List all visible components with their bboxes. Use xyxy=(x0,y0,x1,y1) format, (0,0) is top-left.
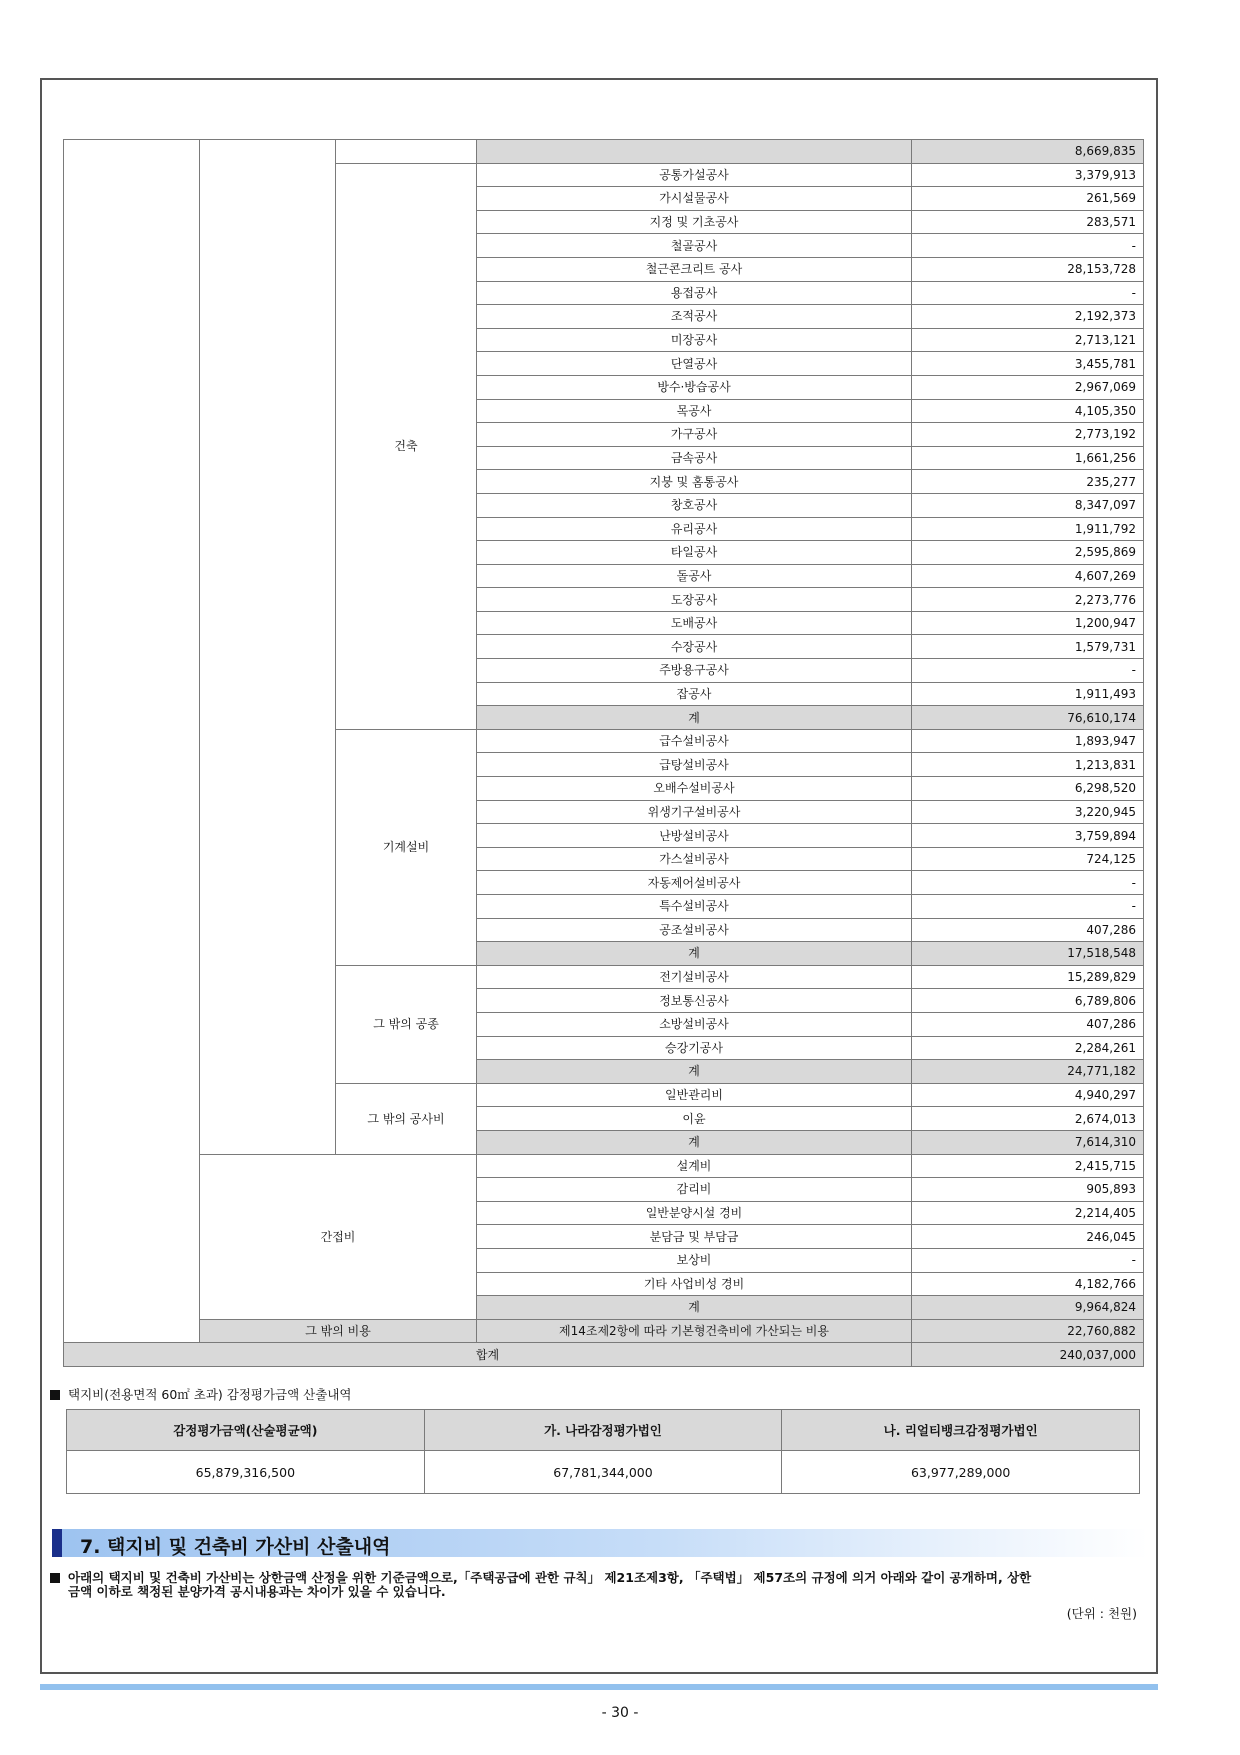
item-label: 단열공사 xyxy=(477,352,912,376)
item-value: 3,759,894 xyxy=(912,824,1144,848)
item-value: 6,298,520 xyxy=(912,777,1144,801)
item-value: 2,967,069 xyxy=(912,375,1144,399)
item-value: 15,289,829 xyxy=(912,965,1144,989)
item-label: 수장공사 xyxy=(477,635,912,659)
item-value: - xyxy=(912,659,1144,683)
item-label: 위생기구설비공사 xyxy=(477,800,912,824)
blank-cell xyxy=(336,140,477,164)
item-value: 1,661,256 xyxy=(912,446,1144,470)
item-label: 승강기공사 xyxy=(477,1036,912,1060)
item-value: 1,911,493 xyxy=(912,682,1144,706)
item-label: 도장공사 xyxy=(477,588,912,612)
section-paragraph xyxy=(50,1571,1150,1599)
item-label: 감리비 xyxy=(477,1178,912,1202)
group-label-other_trade: 그 밖의 공종 xyxy=(336,965,477,1083)
subtotal-value: 9,964,824 xyxy=(912,1296,1144,1320)
item-label: 보상비 xyxy=(477,1248,912,1272)
total-label: 합계 xyxy=(64,1343,912,1367)
group-label-mech: 기계설비 xyxy=(336,729,477,965)
item-label: 가시설물공사 xyxy=(477,187,912,211)
item-label: 주방용구공사 xyxy=(477,659,912,683)
bottom-rule xyxy=(40,1684,1158,1690)
item-label: 지붕 및 홈통공사 xyxy=(477,470,912,494)
item-value: 2,192,373 xyxy=(912,305,1144,329)
item-value: 283,571 xyxy=(912,210,1144,234)
appraisal-value-nara: 67,781,344,000 xyxy=(424,1451,782,1494)
table-row xyxy=(64,1154,1144,1178)
item-value: - xyxy=(912,1248,1144,1272)
bullet-square-icon xyxy=(50,1573,60,1583)
item-label: 정보통신공사 xyxy=(477,989,912,1013)
subtotal-value: 24,771,182 xyxy=(912,1060,1144,1084)
item-label: 목공사 xyxy=(477,399,912,423)
item-label: 기타 사업비성 경비 xyxy=(477,1272,912,1296)
item-value: - xyxy=(912,871,1144,895)
appraisal-value-realtybank: 63,977,289,000 xyxy=(782,1451,1140,1494)
item-value: - xyxy=(912,281,1144,305)
item-value: 407,286 xyxy=(912,1012,1144,1036)
appraisal-caption xyxy=(50,1385,351,1403)
table-row xyxy=(64,1343,1144,1367)
subtotal-value: 76,610,174 xyxy=(912,706,1144,730)
item-value: 2,674,013 xyxy=(912,1107,1144,1131)
item-label: 금속공사 xyxy=(477,446,912,470)
item-value: 246,045 xyxy=(912,1225,1144,1249)
item-value: 1,579,731 xyxy=(912,635,1144,659)
item-label: 용접공사 xyxy=(477,281,912,305)
item-value: 905,893 xyxy=(912,1178,1144,1202)
item-label: 방수·방습공사 xyxy=(477,375,912,399)
cost-breakdown-table xyxy=(63,139,1144,1367)
item-label: 공조설비공사 xyxy=(477,918,912,942)
item-label: 급수설비공사 xyxy=(477,729,912,753)
section-title: 7. 택지비 및 건축비 가산비 산출내역 xyxy=(80,1536,391,1558)
item-label: 돌공사 xyxy=(477,564,912,588)
item-label: 조적공사 xyxy=(477,305,912,329)
item-value: 3,379,913 xyxy=(912,163,1144,187)
item-label: 철골공사 xyxy=(477,234,912,258)
item-label: 창호공사 xyxy=(477,493,912,517)
section-heading-bar xyxy=(52,1529,62,1557)
item-value: 2,214,405 xyxy=(912,1201,1144,1225)
item-value: 2,595,869 xyxy=(912,541,1144,565)
item-value: 1,893,947 xyxy=(912,729,1144,753)
item-value: 724,125 xyxy=(912,847,1144,871)
paragraph-line-2: 금액 이하로 책정된 분양가격 공시내용과는 차이가 있을 수 있습니다. xyxy=(68,1584,446,1599)
group-label-indirect: 간접비 xyxy=(200,1154,477,1319)
item-value: 28,153,728 xyxy=(912,257,1144,281)
misc-label: 제14조제2항에 따라 기본형건축비에 가산되는 비용 xyxy=(477,1319,912,1343)
misc-group-label: 그 밖의 비용 xyxy=(200,1319,477,1343)
subtotal-label: 계 xyxy=(477,942,912,966)
item-value: 1,911,792 xyxy=(912,517,1144,541)
item-label: 오배수설비공사 xyxy=(477,777,912,801)
item-value: 3,220,945 xyxy=(912,800,1144,824)
item-value: 1,213,831 xyxy=(912,753,1144,777)
group-label-other_cost: 그 밖의 공사비 xyxy=(336,1083,477,1154)
item-value: - xyxy=(912,895,1144,919)
group-label-arch: 건축 xyxy=(336,163,477,729)
appraisal-table xyxy=(66,1409,1140,1494)
table-row xyxy=(64,1319,1144,1343)
item-label: 가스설비공사 xyxy=(477,847,912,871)
item-value: 1,200,947 xyxy=(912,611,1144,635)
item-value: 4,105,350 xyxy=(912,399,1144,423)
appraisal-header-realtybank: 나. 리얼티뱅크감정평가법인 xyxy=(782,1410,1140,1451)
category-cell xyxy=(64,140,200,1343)
subtotal-value: 7,614,310 xyxy=(912,1130,1144,1154)
item-label: 철근콘크리트 공사 xyxy=(477,257,912,281)
appraisal-header-nara: 가. 나라감정평가법인 xyxy=(424,1410,782,1451)
item-label: 설계비 xyxy=(477,1154,912,1178)
amount-cell: 8,669,835 xyxy=(912,140,1144,164)
item-value: 235,277 xyxy=(912,470,1144,494)
paragraph-line-1: 아래의 택지비 및 건축비 가산비는 상한금액 산정을 위한 기준금액으로,「주택공급에 관한 규칙」 제21조제3항, 「주택법」 제57조의 규정에 의거 아래와 같이 공개하며, 상한 xyxy=(68,1570,1032,1585)
item-value: 407,286 xyxy=(912,918,1144,942)
item-label: 분담금 및 부담금 xyxy=(477,1225,912,1249)
item-label: 난방설비공사 xyxy=(477,824,912,848)
appraisal-value-average: 65,879,316,500 xyxy=(67,1451,425,1494)
item-value: 8,347,097 xyxy=(912,493,1144,517)
page-number: - 30 - xyxy=(601,1705,639,1721)
item-value: 2,713,121 xyxy=(912,328,1144,352)
misc-value: 22,760,882 xyxy=(912,1319,1144,1343)
item-label: 도배공사 xyxy=(477,611,912,635)
item-label: 유리공사 xyxy=(477,517,912,541)
subtotal-label: 계 xyxy=(477,706,912,730)
item-label: 잡공사 xyxy=(477,682,912,706)
item-value: 2,273,776 xyxy=(912,588,1144,612)
item-label: 소방설비공사 xyxy=(477,1012,912,1036)
item-value: 6,789,806 xyxy=(912,989,1144,1013)
item-label: 이윤 xyxy=(477,1107,912,1131)
item-value: - xyxy=(912,234,1144,258)
subtotal-value: 17,518,548 xyxy=(912,942,1144,966)
item-label: 타일공사 xyxy=(477,541,912,565)
subtotal-label: 계 xyxy=(477,1296,912,1320)
item-label: 지정 및 기초공사 xyxy=(477,210,912,234)
item-value: 4,607,269 xyxy=(912,564,1144,588)
item-value: 2,415,715 xyxy=(912,1154,1144,1178)
unit-note: (단위 : 천원) xyxy=(1066,1606,1137,1621)
total-value: 240,037,000 xyxy=(912,1343,1144,1367)
item-label: 급탕설비공사 xyxy=(477,753,912,777)
item-value: 261,569 xyxy=(912,187,1144,211)
item-label: 일반관리비 xyxy=(477,1083,912,1107)
item-label: 자동제어설비공사 xyxy=(477,871,912,895)
item-label: 일반분양시설 경비 xyxy=(477,1201,912,1225)
item-label: 공통가설공사 xyxy=(477,163,912,187)
item-value: 2,773,192 xyxy=(912,423,1144,447)
direct-cost-cell xyxy=(200,140,336,1155)
item-label: 전기설비공사 xyxy=(477,965,912,989)
subtotal-label: 계 xyxy=(477,1130,912,1154)
item-label: 가구공사 xyxy=(477,423,912,447)
appraisal-caption-text: 택지비(전용면적 60㎡ 초과) 감정평가금액 산출내역 xyxy=(68,1387,352,1402)
table-row xyxy=(64,140,1144,164)
bullet-square-icon xyxy=(50,1390,60,1400)
appraisal-header-average: 감정평가금액(산술평균액) xyxy=(67,1410,425,1451)
item-label: 미장공사 xyxy=(477,328,912,352)
section-heading xyxy=(52,1529,1148,1557)
item-value: 4,182,766 xyxy=(912,1272,1144,1296)
item-value: 3,455,781 xyxy=(912,352,1144,376)
blank-label-cell xyxy=(477,140,912,164)
item-label: 특수설비공사 xyxy=(477,895,912,919)
subtotal-label: 계 xyxy=(477,1060,912,1084)
item-value: 2,284,261 xyxy=(912,1036,1144,1060)
item-value: 4,940,297 xyxy=(912,1083,1144,1107)
